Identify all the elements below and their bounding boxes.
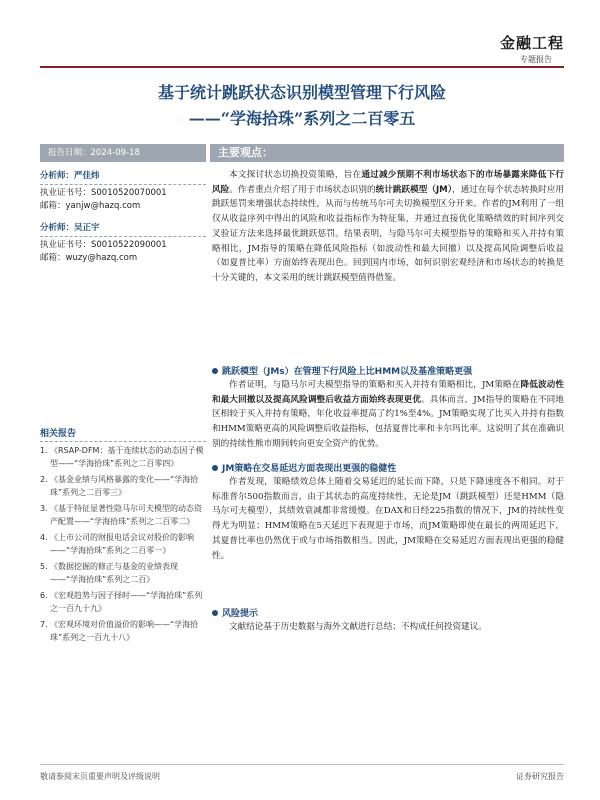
intro-paragraph: 本文探讨状态切换投资策略，旨在通过减少预期不利市场状态下的市场暴露来降低下行风险。作者重点介绍了用于市场状态识别的统计跳跃模型（JM），通过在每个状态转换时应用跳跃惩罚来增强状态持续性，从而与传统马尔可夫切换模型区分开来。作者的JM利用了一组仅从收益序列中得出的风险和收益指标作为特征集，并通过直接优化策略绩效的时间序列交叉验证方法来选择最优跳跃惩罚。结果表明，与隐马尔可夫模型指导的策略和买入并持有策略相比，JM指导的策略在降低风险指标（如波动性和最大回撤）以及提高风险调整后收益（如夏普比率）方面始终表现出色。回到国内市场，如何识别宏观经济和市场状态的转换是十分关键的，本文采用的统计跳跃模型值得借鉴。 [212,170,564,283]
analyst-email[interactable]: 邮箱：yanjw@hazq.com [40,201,141,211]
bullet-icon [212,368,218,374]
section-heading: 跳跃模型（JMs）在管理下行风险上比HMM以及基准策略更强 [212,364,564,377]
header-divider [40,66,564,68]
report-date: 报告日期：2024-09-18 [48,148,140,158]
related-report-item[interactable]: 1. 《RSAP-DFM：基于连续状态的动态因子模型——“学海拾珠”系列之二百零四》 [40,446,204,468]
report-subtitle: ——“学海拾珠”系列之二百零五 [188,109,416,128]
related-report-item[interactable]: 6. 《宏观趋势与因子择时——“学海拾珠”系列之一百九十九》 [40,591,203,613]
analyst-name: 分析师：吴正宇 [40,222,206,237]
bullet-icon [212,610,218,616]
analyst-cert: 执业证书号：S0010522090001 [40,240,167,250]
risk-paragraph: 文献结论基于历史数据与海外文献进行总结；不构成任何投资建议。 [229,622,487,632]
analyst-cert: 执业证书号：S0010520070001 [40,188,167,198]
report-type: 专题报告 [520,55,552,64]
footer-disclaimer[interactable]: 敬请参阅末页重要声明及评级说明 [40,772,160,781]
key-points-label: 主要观点： [218,146,273,159]
section-paragraph: 作者发现，策略绩效总体上随着交易延迟的延长而下降，只是下降速度各不相同。对于标准普尔500指数而言，由于其状态的高度持续性，无论是JM（跳跃模型）还是HMM（隐马尔可夫模型），其绩效衰减都非常缓慢。在DAX和日经225指数的情况下，JM的持续性变得尤为明显；HMM策略在5天延迟下表现迎于市场，而JM策略即使在最长的两周延迟下，其夏普比率也仍然优于或与市场指数相当。因此，JM策略在交易延迟方面表现出更强的稳健性。 [212,477,564,561]
analyst-block [40,222,206,265]
related-report-item[interactable]: 5. 《数据挖掘的修正与基金的业绩表现——“学海拾珠”系列之二百》 [40,562,178,584]
related-reports-list [40,444,206,647]
analyst-name: 分析师：严佳炜 [40,170,206,185]
related-report-item[interactable]: 2. 《基金业绩与风格暴露的变化——“学海拾珠”系列之二百零三》 [40,475,199,497]
footer-label: 证券研究报告 [516,772,564,781]
analyst-email[interactable]: 邮箱：wuzy@hazq.com [40,253,138,263]
company-logo: 金融工程 [499,34,564,52]
analyst-block [40,170,206,213]
report-date-bar [40,144,206,162]
related-report-item[interactable]: 3. 《基于特征显著性隐马尔可夫模型的动态资产配置——“学海拾珠”系列之二百零二》 [40,504,202,526]
page-footer [40,764,564,782]
section-paragraph: 作者证明，与隐马尔可夫模型指导的策略和买入并持有策略相比，JM策略在降低波动性和最大回撤以及提高风险调整后收益方面始终表现更优。具体而言，JM指导的策略在不同地区相较于买入并持有策略，年化收益率提高了约1%至4%。JM策略实现了比买入并持有指数和HMM策略更高的风险调整后收益指标，包括夏普比率和卡尔玛比率。这说明了其在准确识别的持续性熊市期间转向更安全资产的优势。 [212,380,564,449]
key-points-bar [210,144,564,162]
related-report-item[interactable]: 4. 《上市公司的财报电话会议对股价的影响——“学海拾珠”系列之二百零一》 [40,533,194,555]
report-title: 基于统计跳跃状态识别模型管理下行风险 [157,83,446,102]
related-reports-title: 相关报告 [40,426,206,442]
risk-heading: 风险提示 [212,606,564,619]
related-report-item[interactable]: 7. 《宏观环境对价值溢价的影响——“学海拾珠”系列之一百九十八》 [40,620,199,642]
section-heading: JM策略在交易延迟方面表现出更强的稳健性 [212,461,564,474]
bullet-icon [212,465,218,471]
